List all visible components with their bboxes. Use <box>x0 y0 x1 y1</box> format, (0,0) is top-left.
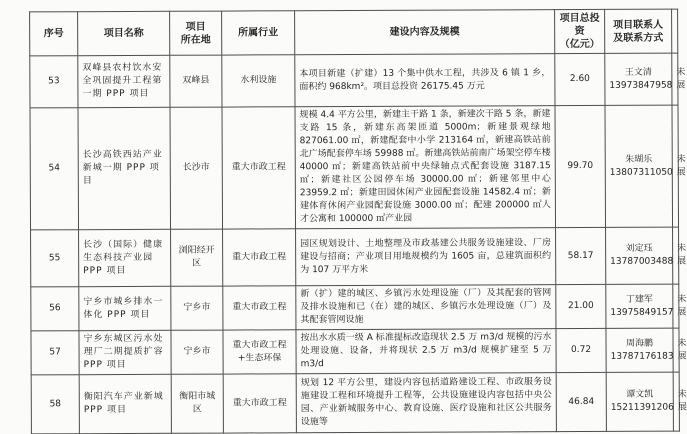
table-header <box>30 9 678 56</box>
cell-progress-fragment: 未 展 <box>673 328 679 372</box>
cell-seq: 56 <box>31 287 79 331</box>
cell-industry: 水利设施 <box>222 55 295 107</box>
column-header-industry: 所属行业 <box>222 11 295 55</box>
contact-phone: 13975849157 <box>610 307 674 318</box>
cell-industry: 重大市政工程 <box>222 107 296 229</box>
contact-name: 刘定珏 <box>625 243 653 254</box>
cell-industry: 重大市政工程 <box>223 286 296 330</box>
cell-contact <box>605 105 673 227</box>
contact-phone: 15211391206 <box>610 402 674 413</box>
table-row <box>30 105 679 230</box>
cell-location: 衡阳市城区 <box>171 374 223 433</box>
column-header-investment <box>555 9 605 53</box>
cell-investment: 21.00 <box>556 284 606 328</box>
cell-project-name: 宁乡市城乡排水一体化 PPP 项目 <box>79 286 171 330</box>
cell-progress-fragment: 未 展 <box>673 284 679 328</box>
cell-contact <box>606 372 673 431</box>
cell-investment: 0.72 <box>556 328 606 372</box>
cell-location: 浏阳经开区 <box>171 229 223 286</box>
contact-name: 丁建军 <box>625 294 653 305</box>
cell-content: 规划 12 平方公里，建设内容包括道路建设工程、市政服务设施建设工程和环境提升工程等，公共设施建设内容包括中央公园、产业新城服务中心、教育设施、医疗设施和社区公共服务设施等 <box>296 373 556 433</box>
column-header-investment-line2: （亿元） <box>559 38 600 51</box>
contact-name: 谭文凯 <box>626 389 654 400</box>
cell-location: 长沙市 <box>170 107 223 229</box>
cell-project-name: 长沙（国际）健康生态科技产业园 PPP 项目 <box>79 229 171 286</box>
table-row <box>31 372 679 434</box>
cell-seq: 58 <box>31 375 79 434</box>
cell-location: 宁乡市 <box>171 330 223 374</box>
cell-contact <box>605 53 672 105</box>
column-header-location-line1: 项目 <box>185 21 206 33</box>
cell-contact <box>606 227 673 284</box>
contact-name: 王文清 <box>624 67 652 78</box>
cell-content: 园区规划设计、土地整理及市政基建公共服务设施建设、厂房建设与招商；产业项目用地规模约为 1605 亩，总建筑面积约为 107 万平方米 <box>296 228 556 286</box>
column-header-contact <box>605 9 672 53</box>
cell-contact <box>606 328 673 372</box>
table-body <box>30 53 687 434</box>
cell-investment: 99.70 <box>555 105 606 227</box>
cell-progress-fragment: 未 展 <box>673 227 679 284</box>
cell-progress-fragment: 未 展 <box>673 372 679 431</box>
cell-contact <box>606 284 673 328</box>
cell-location: 双峰县 <box>170 55 222 107</box>
cell-seq: 53 <box>30 56 78 108</box>
cell-industry: 重大市政工程+生态环保 <box>223 330 296 374</box>
cell-content: 规模 4.4 平方公里，新建主干路 1 条，新建次干路 5 条，新建支路 15 条，新建东高架匝道 5000m；新建景观绿地 827061.00 ㎡，新建配套中小学 213164 ㎡，新建高铁站前北广场配套停车场 59988 ㎡。新建高铁站前南广场架空停车楼 40000 ㎡；新建高铁站前中央绿轴点式配套设施 3187.15 ㎡；新建社区公园停车场 30000.00 ㎡；新建邻里中心 23959.2 ㎡；新建田园休闲产业园配套设施 14582.4 ㎡；新建体育休闲产业园配套设施 3000.00 ㎡；配建 200000 ㎡人才公寓和 100000 ㎡产业园 <box>295 106 556 229</box>
cell-project-name: 长沙高铁西站产业新城一期 PPP 项目 <box>78 107 171 229</box>
cell-investment: 58.17 <box>556 227 606 284</box>
contact-phone: 13787176183 <box>610 351 674 362</box>
ppp-project-table <box>29 9 687 434</box>
cell-project-name: 双峰县农村饮水安全巩固提升工程第一期 PPP 项目 <box>78 55 170 107</box>
cell-industry: 重大市政工程 <box>223 374 296 433</box>
cell-content: 本项目新建（扩建）13 个集中供水工程，共涉及 6 镇 1 乡，面积约 968km²。项目总投资 26175.45 万元 <box>295 54 555 107</box>
column-header-contact-line2: 及联系方式 <box>613 32 664 44</box>
cell-progress-fragment: 未 展 <box>672 53 678 105</box>
table-row <box>30 53 678 108</box>
cell-content: 按出水水质一级 A 标准提标改造现状 2.5 万 m3/d 规模的污水处理设施、设备，并将现状 2.5 万 m3/d 规模扩建至 5 万 m3/d <box>296 329 556 374</box>
column-header-project-name: 项目名称 <box>78 11 170 55</box>
column-header-clipped <box>672 9 678 53</box>
cell-industry: 重大市政工程 <box>223 229 296 286</box>
cell-location: 宁乡市 <box>171 286 223 330</box>
cell-project-name: 衡阳汽车产业新城 PPP 项目 <box>79 374 171 433</box>
table-row <box>31 328 679 375</box>
contact-phone: 13787003488 <box>610 256 674 267</box>
cell-seq: 57 <box>31 331 79 375</box>
column-header-location <box>170 11 222 55</box>
cell-investment: 2.60 <box>555 53 605 105</box>
cell-content: 新（扩）建的城区、乡镇污水处理设施（厂）及其配套的管网及排水设施和已（在）建的城区、乡镇污水处理设施（厂）及其配套管网设施 <box>296 285 556 330</box>
contact-name: 朱瑚乐 <box>625 154 653 165</box>
column-header-seq: 序号 <box>30 12 78 56</box>
table-row <box>31 227 679 287</box>
cell-project-name: 宁乡东城区污水处理厂二期提质扩容 PPP 项目 <box>79 330 171 374</box>
column-header-contact-line1: 项目联系人 <box>613 19 664 31</box>
column-header-content: 建设内容及规模 <box>295 10 555 55</box>
table-row <box>31 284 679 331</box>
cell-investment: 46.84 <box>556 372 606 431</box>
cell-progress-fragment: 未 展 <box>672 105 679 227</box>
cell-seq: 55 <box>31 230 79 287</box>
contact-phone: 13973847958 <box>609 80 673 91</box>
contact-phone: 13807311050 <box>609 167 673 178</box>
column-header-location-line2: 所在地 <box>180 34 211 46</box>
cell-seq: 54 <box>30 108 79 230</box>
column-header-investment-line1: 项目总投资 <box>559 12 600 38</box>
contact-name: 周海鹏 <box>625 338 654 349</box>
